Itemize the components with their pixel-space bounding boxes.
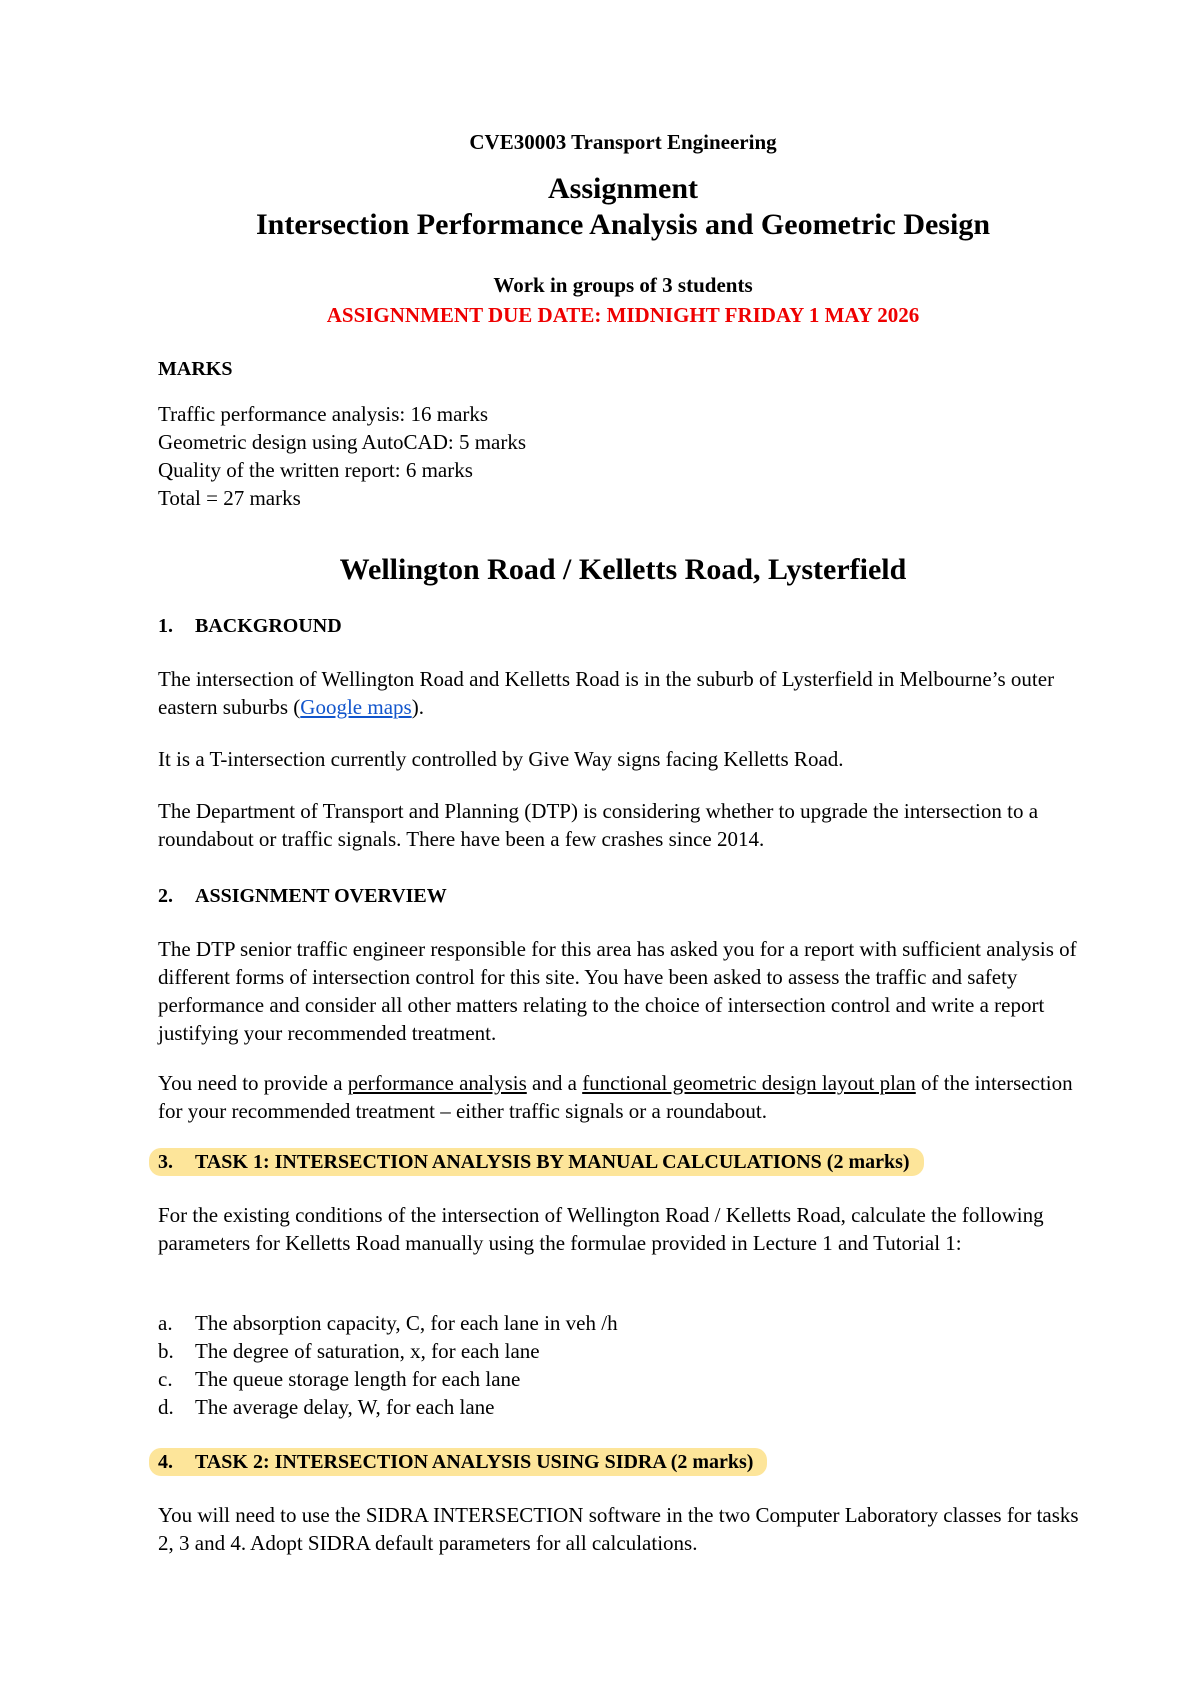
section-heading-task1 <box>158 1151 924 1174</box>
underlined-term: functional geometric design layout plan <box>582 1071 916 1095</box>
section-heading-background <box>158 615 342 638</box>
section-title: ASSIGNMENT OVERVIEW <box>195 885 447 907</box>
marks-line: Traffic performance analysis: 16 marks <box>158 402 489 426</box>
heading-highlight <box>149 1448 767 1476</box>
marks-line: Geometric design using AutoCAD: 5 marks <box>158 430 527 454</box>
task2-paragraph: You will need to use the SIDRA INTERSECTION software in the two Computer Laboratory classes for tasks 2, 3 and 4. Adopt SIDRA default parameters for all calculations. <box>158 1503 1079 1555</box>
list-item: d. The average delay, W, for each lane <box>158 1395 495 1419</box>
list-item: b. The degree of saturation, x, for each lane <box>158 1339 540 1363</box>
background-paragraph-3: The Department of Transport and Planning (DTP) is considering whether to upgrade the intersection to a roundabout or traffic signals. There have been a few crashes since 2014. <box>158 799 1039 851</box>
section-heading-overview <box>158 885 447 908</box>
google-maps-link[interactable]: Google maps <box>300 695 412 719</box>
group-note: Work in groups of 3 students <box>493 273 753 297</box>
due-date: ASSIGNNMENT DUE DATE: MIDNIGHT FRIDAY 1 MAY 2026 <box>326 303 920 327</box>
background-paragraph-2: It is a T-intersection currently controlled by Give Way signs facing Kelletts Road. <box>158 747 844 771</box>
section-number: 2. <box>158 885 173 907</box>
section-number: 1. <box>158 615 173 637</box>
task1-paragraph: For the existing conditions of the intersection of Wellington Road / Kelletts Road, calculate the following parameters for Kelletts Road manually using the formulae provided in Lecture 1 and Tutorial 1: <box>158 1203 1044 1255</box>
marks-line: Total = 27 marks <box>158 486 301 510</box>
background-paragraph-1: The intersection of Wellington Road and Kelletts Road is in the suburb of Lysterfield in Melbourne’s outer eastern suburbs (Google maps). <box>158 667 1055 719</box>
course-code: CVE30003 Transport Engineering <box>469 130 777 154</box>
marks-line: Quality of the written report: 6 marks <box>158 458 473 482</box>
section-number: 3. <box>158 1151 173 1173</box>
list-item: c. The queue storage length for each lane <box>158 1367 521 1391</box>
section-title: TASK 1: INTERSECTION ANALYSIS BY MANUAL CALCULATIONS (2 marks) <box>195 1151 910 1173</box>
heading-highlight <box>149 1148 924 1176</box>
section-heading-task2 <box>158 1451 767 1474</box>
overview-paragraph-1: The DTP senior traffic engineer responsible for this area has asked you for a report with sufficient analysis of different forms of intersection control for this site. You have been asked to assess the traffic and safety performance and consider all other matters relating to the choice of intersection control and write a report justifying your recommended treatment. <box>158 937 1077 1045</box>
section-title: BACKGROUND <box>195 615 342 637</box>
underlined-term: performance analysis <box>347 1071 527 1095</box>
document-subtitle: Intersection Performance Analysis and Geometric Design <box>255 208 991 241</box>
document-title: Assignment <box>547 172 698 205</box>
marks-heading: MARKS <box>158 358 233 380</box>
section-number: 4. <box>158 1451 173 1473</box>
list-item: a. The absorption capacity, C, for each lane in veh /h <box>158 1311 618 1335</box>
section-title: TASK 2: INTERSECTION ANALYSIS USING SIDRA (2 marks) <box>195 1451 754 1473</box>
site-title: Wellington Road / Kelletts Road, Lysterfield <box>339 553 907 586</box>
overview-paragraph-2: You need to provide a performance analysis and a functional geometric design layout plan of the intersection for your recommended treatment – either traffic signals or a roundabout. <box>158 1071 1073 1123</box>
